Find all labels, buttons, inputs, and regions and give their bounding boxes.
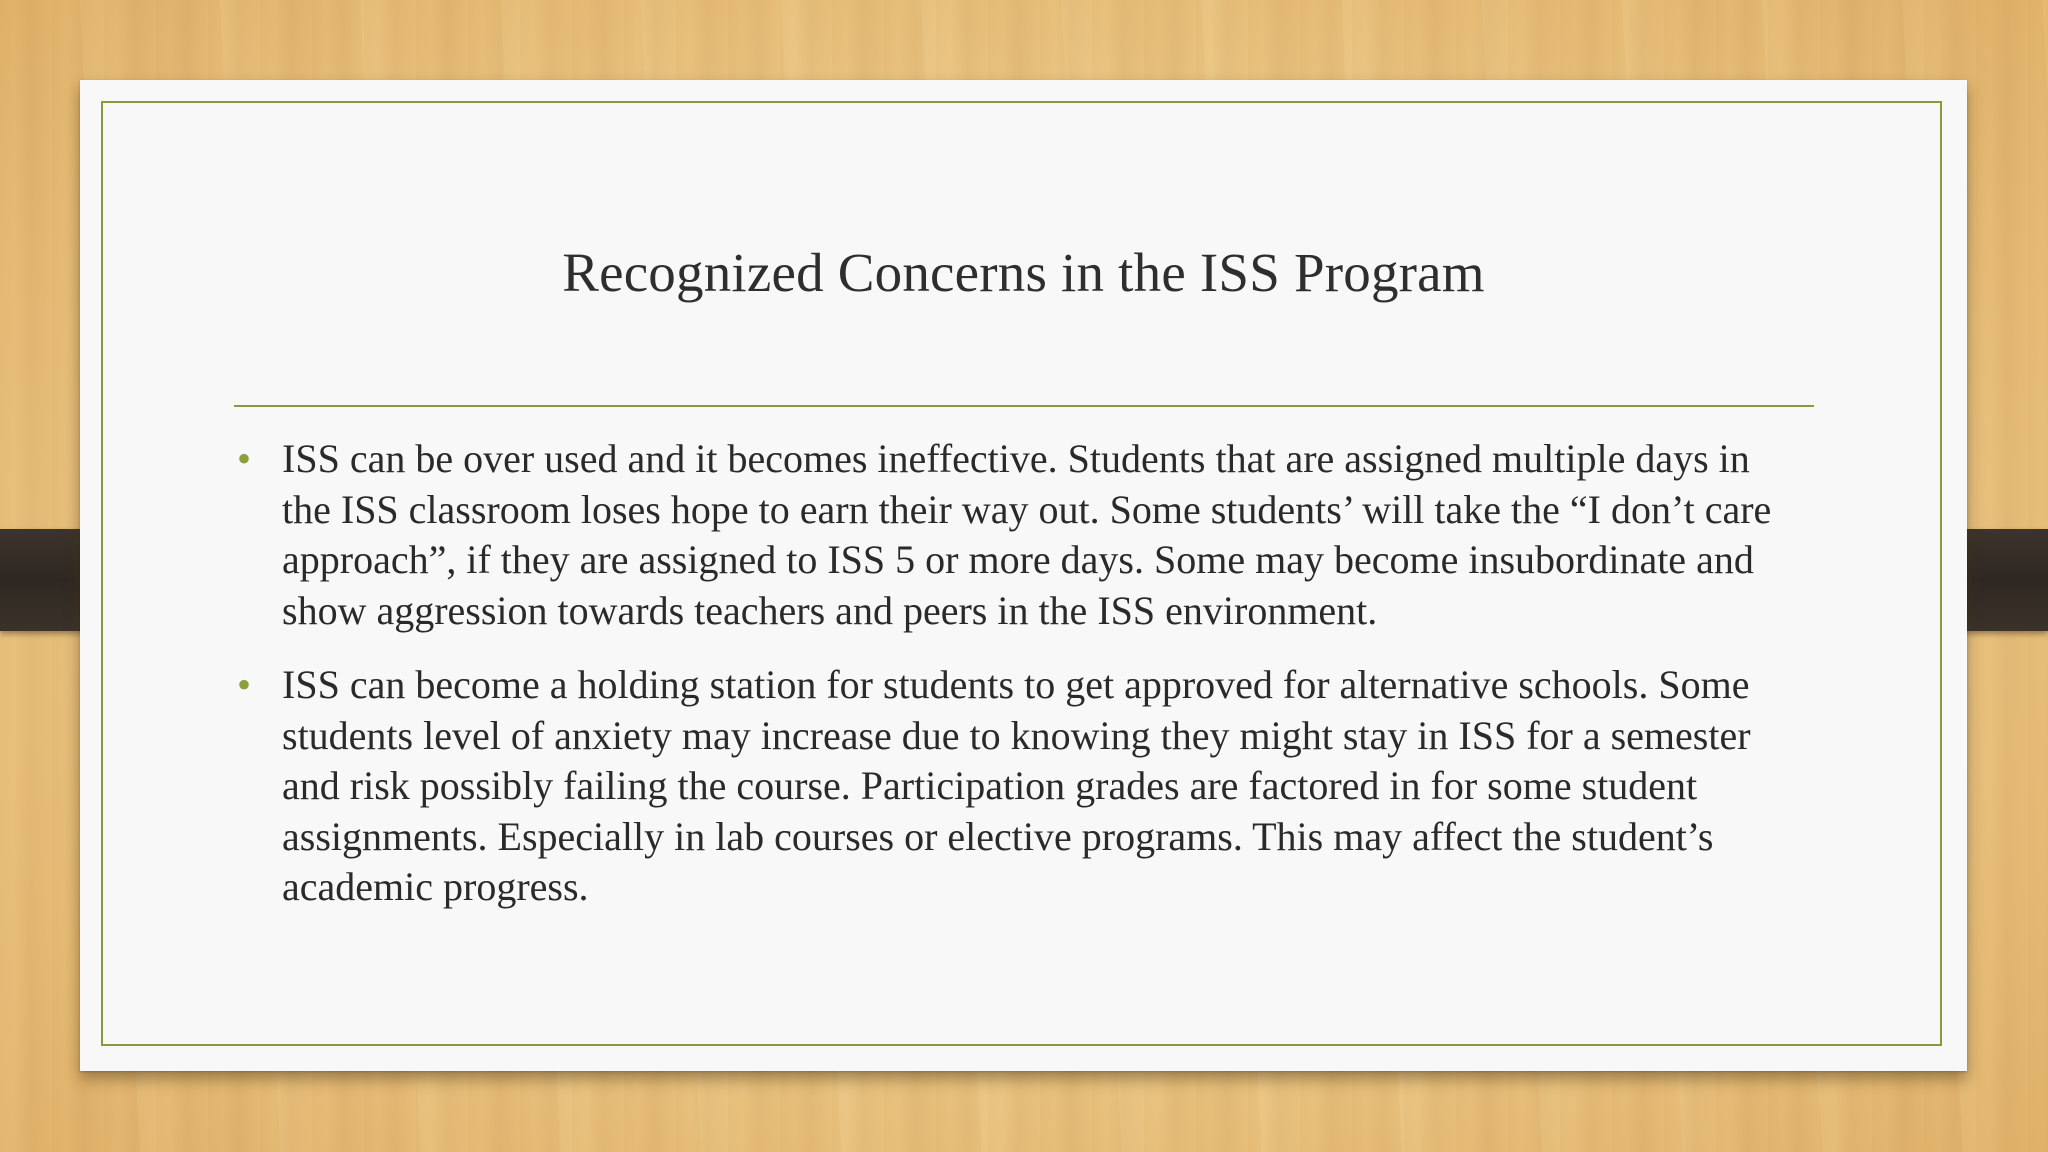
bullet-text: ISS can become a holding station for students to get approved for alternative schools. Some students level of anxiety may increase due to knowing they might stay in ISS for a semester and risk possibly failing the course. Participation grades are factored in for some student assignments. Especially in lab courses or elective programs. This may affect the student’s academic progress. bbox=[282, 662, 1751, 909]
bullet-marker: • bbox=[237, 436, 252, 481]
slide-title: Recognized Concerns in the ISS Program bbox=[562, 242, 1485, 303]
slide-paper bbox=[80, 80, 1967, 1071]
bullet-marker: • bbox=[237, 662, 252, 707]
bullet-list bbox=[234, 434, 1804, 937]
bullet-item bbox=[234, 434, 1804, 636]
bullet-text: ISS can be over used and it becomes ineffective. Students that are assigned multiple days in the ISS classroom loses hope to earn their way out. Some students’ will take the “I don’t care approach”, if they are assigned to ISS 5 or more days. Some may become insubordinate and show aggression towards teachers and peers in the ISS environment. bbox=[282, 436, 1772, 633]
title-divider bbox=[234, 405, 1814, 407]
bullet-item bbox=[234, 660, 1804, 913]
